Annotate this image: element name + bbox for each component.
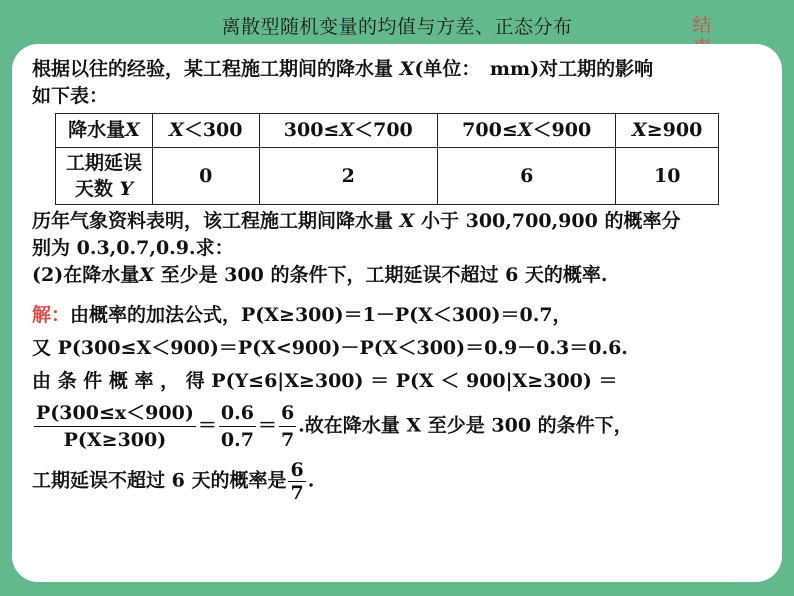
intro-text: 根据以往的经验，某工程施工期间的降水量: [32, 58, 394, 80]
fraction-denominator: P(X≥300): [63, 429, 167, 451]
problem-intro-line2: 如下表：: [32, 85, 109, 107]
solution-line4: $\frac{P(300\le x<900)}{P(X\ge 300)}$ ＝ $\frac{0.6}{0.7}$ ＝ $\frac{6}{7}$ .故在降水量 X 至少是 300 的条件下，: [36, 402, 633, 451]
solution-text: .: [307, 469, 315, 492]
solution-label: 解：: [32, 304, 71, 326]
end-button[interactable]: 结: [692, 14, 712, 36]
header-var: Y: [119, 178, 134, 200]
table-cell: X＜300: [153, 114, 260, 148]
solution-line5: [32, 459, 770, 504]
condition-tail: 小于 300,700,900 的概率分: [414, 210, 681, 232]
var-x: X: [399, 58, 415, 80]
table-cell: 6: [437, 148, 615, 205]
problem-content: [32, 56, 770, 504]
problem-condition-line1: [32, 208, 770, 235]
content-panel: [12, 44, 782, 582]
table-cell: 700≤X＜900: [437, 114, 615, 148]
solution-text: 由概率的加法公式，P(X≥300)＝1－P(X＜300)＝0.7，: [70, 304, 572, 326]
solution-line3: 由 条 件 概 率 ， 得 P(Y≤6|X≥300) ＝ P(X ＜ 900|X≥300) ＝: [32, 370, 618, 392]
table-cell: 10: [616, 148, 719, 205]
fraction-numerator: 6: [279, 400, 296, 427]
table-header-delay: [56, 148, 153, 205]
table-cell: 300≤X＜700: [259, 114, 437, 148]
fraction-denominator: 7: [280, 429, 295, 451]
fraction-decimal: [219, 400, 256, 453]
table-row: [56, 114, 719, 148]
fraction-numerator: 0.6: [219, 400, 256, 427]
rainfall-table: [55, 113, 719, 205]
fraction-prob: [34, 400, 196, 453]
slide-title: 离散型随机变量的均值与方差、正态分布: [221, 16, 573, 38]
question-text: (2)在降水量: [32, 264, 140, 286]
table-header-rainfall: [56, 114, 153, 148]
question-tail: 至少是 300 的条件下，工期延误不超过 6 天的概率.: [153, 264, 608, 286]
problem-question: [32, 262, 770, 289]
fraction-denominator: 7: [290, 482, 304, 504]
fraction-result: [279, 400, 296, 453]
fraction-answer: [288, 459, 305, 504]
problem-condition-line2: 别为 0.3,0.7,0.9.求：: [32, 237, 234, 259]
fraction-numerator: 6: [290, 459, 304, 481]
header-text: 降水量: [68, 119, 126, 141]
var-x: X: [399, 210, 415, 232]
table-row: [56, 148, 719, 205]
solution-line2: 又 P(300≤X＜900)＝P(X<900)－P(X＜300)＝0.9－0.3＝0.6.: [32, 337, 628, 359]
var-x: X: [139, 264, 154, 286]
table-cell: 0: [153, 148, 260, 205]
table-cell: X≥900: [616, 114, 719, 148]
fraction-numerator: P(300≤x＜900): [34, 400, 196, 427]
header-text: 天数: [74, 178, 113, 200]
fraction-denominator: 0.7: [220, 429, 254, 451]
intro-tail: (单位： mm)对工期的影响: [414, 58, 654, 80]
solution-text: .故在降水量 X 至少是 300 的条件下，: [298, 414, 633, 437]
condition-text: 历年气象资料表明，该工程施工期间降水量: [32, 210, 394, 232]
solution-line1: [32, 299, 770, 332]
header-var: X: [125, 119, 140, 141]
table-cell: 2: [259, 148, 437, 205]
header-text: 工期延误: [65, 152, 142, 174]
solution-text: 工期延误不超过 6 天的概率是: [32, 469, 287, 492]
problem-intro-line1: [32, 56, 770, 83]
